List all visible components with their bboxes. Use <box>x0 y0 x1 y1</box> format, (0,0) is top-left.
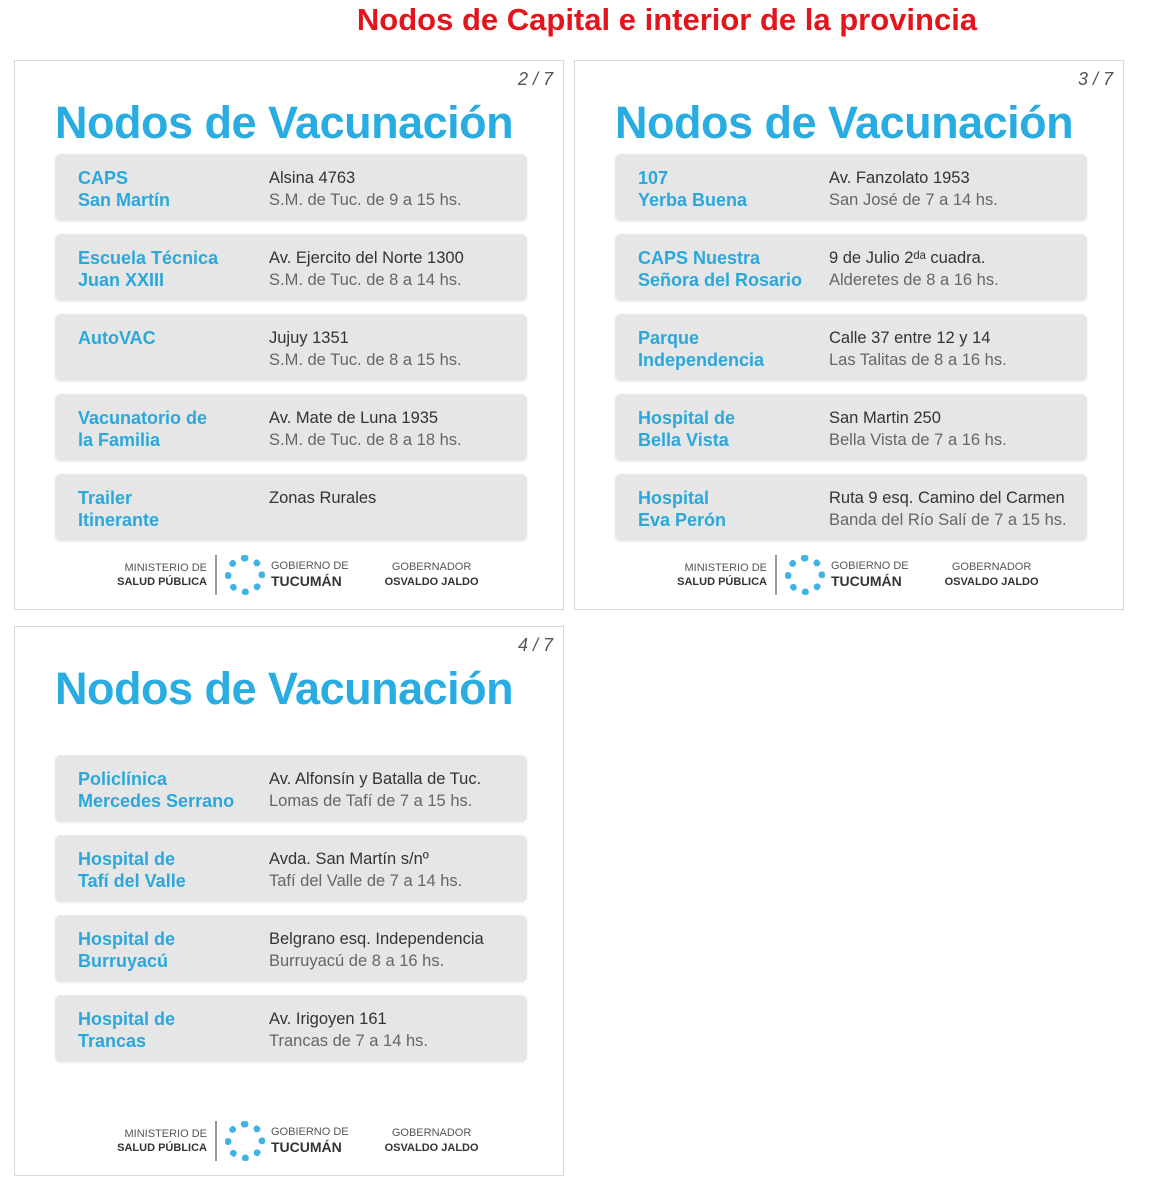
schedule-line: Las Talitas de 8 a 16 hs. <box>829 351 1007 369</box>
gov-line2: TUCUMÁN <box>271 1139 342 1155</box>
node-list <box>55 755 527 1075</box>
ministry-logo <box>115 1127 207 1155</box>
vaccination-panel <box>14 60 564 610</box>
schedule-line: Banda del Río Salí de 7 a 15 hs. <box>829 511 1067 529</box>
vaccination-node-row <box>55 394 527 461</box>
governor-label <box>945 560 1039 590</box>
node-name: 107 Yerba Buena <box>638 168 748 210</box>
node-name: Escuela Técnica Juan XXIII <box>78 248 219 290</box>
address-line: San Martin 250 <box>829 409 941 427</box>
address-line: Av. Fanzolato 1953 <box>829 169 970 187</box>
schedule-line: Alderetes de 8 a 16 hs. <box>829 271 999 289</box>
panel-heading: Nodos de Vacunación <box>55 97 514 148</box>
schedule-line: S.M. de Tuc. de 8 a 14 hs. <box>269 271 462 289</box>
gov-line2: TUCUMÁN <box>831 573 902 589</box>
government-logo <box>831 559 909 591</box>
panel-heading: Nodos de Vacunación <box>615 97 1074 148</box>
schedule-line: S.M. de Tuc. de 8 a 18 hs. <box>269 431 462 449</box>
node-name: Hospital de Bella Vista <box>638 408 736 450</box>
footer-logos <box>115 553 479 597</box>
node-name: Hospital Eva Perón <box>638 488 727 530</box>
node-address <box>269 327 462 371</box>
vaccination-node-row <box>55 474 527 541</box>
address-line: Av. Alfonsín y Batalla de Tuc. <box>269 770 482 788</box>
vaccination-node-row <box>615 234 1087 301</box>
schedule-line: San José de 7 a 14 hs. <box>829 191 998 209</box>
vaccination-node-row <box>55 154 527 221</box>
gov-line1: GOBIERNO DE <box>831 560 909 572</box>
governor-line1: GOBERNADOR <box>951 561 1032 573</box>
tucuman-sun-icon <box>785 555 825 595</box>
governor-line2: OSVALDO JALDO <box>944 576 1039 588</box>
address-line: Zonas Rurales <box>269 489 377 507</box>
vaccination-panel <box>574 60 1124 610</box>
governor-label <box>385 1126 479 1156</box>
vaccination-node-row <box>615 314 1087 381</box>
vaccination-node-row <box>55 314 527 381</box>
node-name: CAPS Nuestra Señora del Rosario <box>638 248 803 290</box>
divider <box>215 555 217 595</box>
node-address <box>269 768 481 812</box>
address-line: Calle 37 entre 12 y 14 <box>829 329 991 347</box>
node-address <box>269 247 464 291</box>
schedule-line: Burruyacú de 8 a 16 hs. <box>269 952 445 970</box>
governor-line1: GOBERNADOR <box>391 561 472 573</box>
node-name: Hospital de Burruyacú <box>78 929 176 971</box>
vaccination-node-row <box>55 234 527 301</box>
gov-line1: GOBIERNO DE <box>271 1126 349 1138</box>
node-address <box>269 848 462 892</box>
vaccination-node-row <box>55 835 527 902</box>
address-line: Belgrano esq. Independencia <box>269 930 484 948</box>
schedule-line: Lomas de Tafí de 7 a 15 hs. <box>269 792 473 810</box>
vaccination-node-row <box>55 995 527 1062</box>
vaccination-panel <box>14 626 564 1176</box>
node-address <box>829 407 1007 451</box>
vaccination-node-row <box>615 394 1087 461</box>
node-name: Policlínica Mercedes Serrano <box>78 769 235 811</box>
node-list <box>55 154 527 554</box>
node-name: CAPS San Martín <box>78 168 171 210</box>
ministry-line2: SALUD PÚBLICA <box>117 1142 207 1154</box>
address-line: Av. Irigoyen 161 <box>269 1010 387 1028</box>
schedule-line: S.M. de Tuc. de 8 a 15 hs. <box>269 351 462 369</box>
address-line: Ruta 9 esq. Camino del Carmen <box>829 489 1065 507</box>
node-address <box>829 487 1067 531</box>
ministry-line1: MINISTERIO DE <box>124 1128 207 1140</box>
ministry-line1: MINISTERIO DE <box>684 562 767 574</box>
vaccination-node-row <box>615 474 1087 541</box>
footer-logos <box>115 1119 479 1163</box>
ministry-line1: MINISTERIO DE <box>124 562 207 574</box>
node-list <box>615 154 1087 554</box>
government-logo <box>271 1125 349 1157</box>
schedule-line: S.M. de Tuc. de 9 a 15 hs. <box>269 191 462 209</box>
governor-label <box>385 560 479 590</box>
node-address <box>829 327 1007 371</box>
tucuman-sun-icon <box>225 1121 265 1161</box>
schedule-line: Bella Vista de 7 a 16 hs. <box>829 431 1007 449</box>
node-name: Parque Independencia <box>638 328 765 370</box>
node-name: Vacunatorio de la Familia <box>78 408 208 450</box>
gov-line1: GOBIERNO DE <box>271 560 349 572</box>
gov-line2: TUCUMÁN <box>271 573 342 589</box>
node-name: Hospital de Trancas <box>78 1009 176 1051</box>
footer-logos <box>675 553 1039 597</box>
ministry-line2: SALUD PÚBLICA <box>117 576 207 588</box>
page-number: 3 / 7 <box>1077 69 1113 89</box>
panel-heading: Nodos de Vacunación <box>55 663 514 714</box>
governor-line2: OSVALDO JALDO <box>384 1142 479 1154</box>
ministry-logo <box>675 561 767 589</box>
schedule-line: Tafí del Valle de 7 a 14 hs. <box>269 872 463 890</box>
node-address <box>829 247 999 291</box>
page-title: Nodos de Capital e interior de la provincia <box>356 2 978 37</box>
address-line: Av. Ejercito del Norte 1300 <box>269 249 464 267</box>
vaccination-node-row <box>55 915 527 982</box>
tucuman-sun-icon <box>225 555 265 595</box>
node-name: AutoVAC <box>78 328 156 348</box>
node-address <box>829 167 998 211</box>
page-number: 2 / 7 <box>517 69 553 89</box>
schedule-line: Trancas de 7 a 14 hs. <box>269 1032 428 1050</box>
vaccination-node-row <box>615 154 1087 221</box>
node-address <box>269 167 462 211</box>
vaccination-node-row <box>55 755 527 822</box>
address-line: Av. Mate de Luna 1935 <box>269 409 439 427</box>
address-line: Jujuy 1351 <box>269 329 349 347</box>
address-line: Avda. San Martín s/nº <box>269 850 429 868</box>
ministry-logo <box>115 561 207 589</box>
divider <box>775 555 777 595</box>
ministry-line2: SALUD PÚBLICA <box>677 576 767 588</box>
governor-line2: OSVALDO JALDO <box>384 576 479 588</box>
node-name: Hospital de Tafí del Valle <box>78 849 186 891</box>
node-address <box>269 487 376 509</box>
node-address <box>269 928 484 972</box>
address-line: Alsina 4763 <box>269 169 356 187</box>
node-name: Trailer Itinerante <box>78 488 160 530</box>
divider <box>215 1121 217 1161</box>
node-address <box>269 1008 428 1052</box>
node-address <box>269 407 462 451</box>
page-number: 4 / 7 <box>517 635 553 655</box>
address-line: 9 de Julio 2ᵈᵃ cuadra. <box>829 249 986 267</box>
government-logo <box>271 559 349 591</box>
governor-line1: GOBERNADOR <box>391 1127 472 1139</box>
